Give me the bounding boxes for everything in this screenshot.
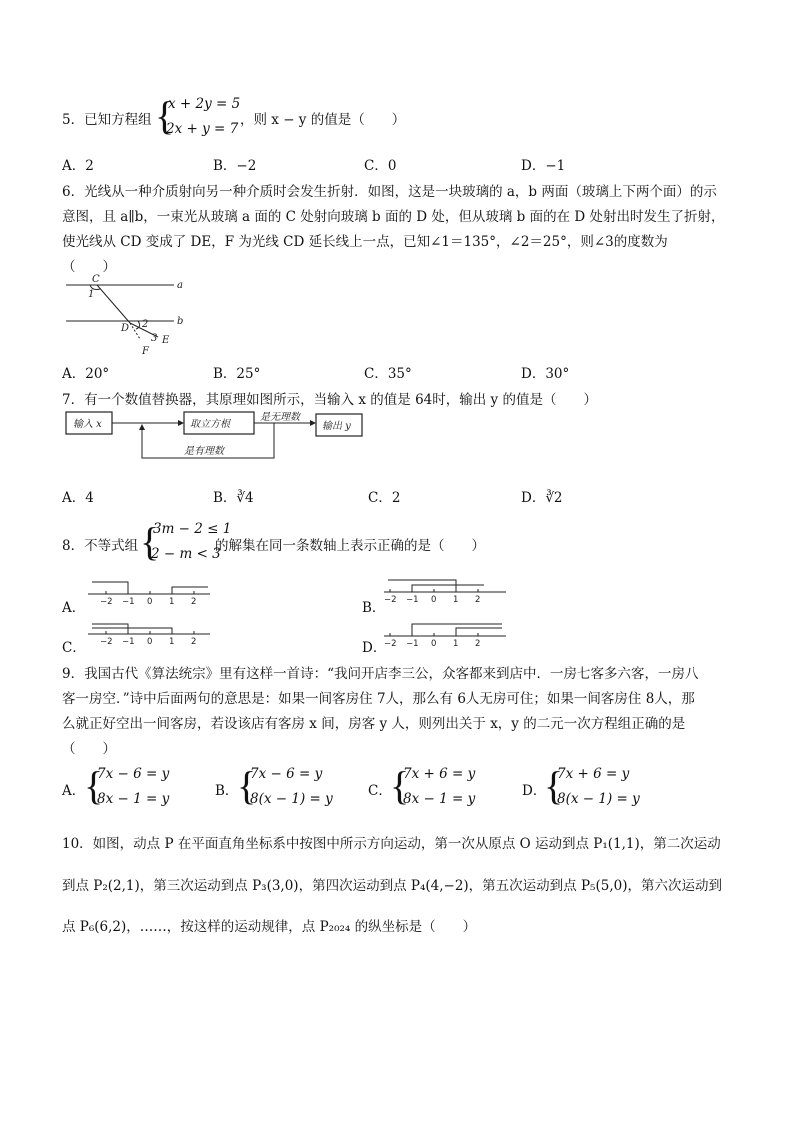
q8-b-tick-label: −2 [384,595,397,605]
q5-option-c: C．0 [364,158,397,174]
q5-option-a: A．2 [62,158,94,174]
q6-label-f: F [142,346,149,357]
q6-label-d: D [121,323,130,334]
q5-brace: { [155,93,175,138]
q6-label-2: 2 [142,319,149,330]
q5-option-d: D．−1 [521,158,566,174]
q8-a-tick-label: 1 [169,597,175,607]
q8-b-bracket-lower [412,585,484,592]
q8-d-tick-label: −2 [384,639,397,649]
q6-label-e: E [162,335,170,346]
q7-rational-label: 是有理数 [184,446,224,457]
q9-option-c-eq2: 8x − 1 = y [403,791,476,807]
q6-ray-cd [97,285,130,323]
q8-c-tick-label: −2 [100,637,113,647]
q9-option-d-eq2: 8(x − 1) = y [557,791,640,807]
q6-option-d: D．30° [521,366,570,382]
q8-a-tick-label: −1 [122,597,135,607]
q6-option-c: C．35° [364,366,412,382]
q9-option-a-eq2: 8x − 1 = y [97,791,170,807]
q8-prefix: 8．不等式组 [62,538,139,554]
q7-irrational-label: 是无理数 [260,412,300,423]
q6-label-a: a [177,280,183,291]
q8-numberline-b [384,576,514,604]
q9-option-b-eq2: 8(x − 1) = y [250,791,333,807]
q9-option-c-eq1: 7x + 6 = y [403,766,476,782]
q7-option-b: B．∛4 [213,490,254,506]
q8-label-b: B． [362,600,386,616]
q9-line3: 么就正好空出一间客房，若设该店有客房 x 间，房客 y 人，则列出关于 x，y 的二元一次方程组正确的是 [62,716,686,732]
q8-suffix: 的解集在同一条数轴上表示正确的是（ ） [215,538,485,554]
q6-refraction-figure [62,273,192,358]
q9-option-d-brace: { [544,763,564,808]
q9-option-c-brace: { [390,763,410,808]
q8-b-tick-label: 0 [431,595,437,605]
q6-option-a: A．20° [62,366,110,382]
q5-suffix: ，则 x − y 的值是（ ） [240,112,406,128]
q8-a-bracket-right [172,587,208,594]
q8-label-d: D． [362,640,387,656]
q7-option-d: D．∛2 [521,490,563,506]
q8-c-bracket-left [92,624,128,634]
q10-line3: 点 P₆(6,2)，……，按这样的运动规律，点 P₂₀₂₄ 的纵坐标是（ ） [62,919,477,935]
q6-line2: 意图，且 a∥b，一束光从玻璃 a 面的 C 处射向玻璃 b 面的 D 处，但从玻璃 b 面的在 D 处射出时发生了折射， [62,209,725,225]
q8-b-tick-label: 2 [475,595,481,605]
q8-d-tick-label: −1 [406,639,419,649]
q8-a-tick-label: 2 [191,597,197,607]
q8-a-tick-label: −2 [100,597,113,607]
q8-d-bracket-lower [456,628,502,636]
q7-input-label: 输入 x [73,419,102,430]
q8-numberline-a [88,578,218,606]
q6-label-b: b [177,316,184,327]
q9-option-d-label: D． [522,783,547,799]
q7-process-label: 取立方根 [190,419,230,430]
q6-line3: 使光线从 CD 变成了 DE，F 为光线 CD 延长线上一点，已知∠1＝135°，∠2＝25°，则∠3的度数为 [62,234,668,250]
q5-option-b: B．−2 [213,158,257,174]
q8-label-a: A． [62,600,86,616]
q7-loop-arrowhead [139,424,145,430]
q5-prefix: 5．已知方程组 [62,112,152,128]
q9-option-d-eq1: 7x + 6 = y [557,766,630,782]
q8-numberline-d [384,618,514,649]
q8-brace: { [140,519,160,564]
q9-option-b-label: B． [215,783,239,799]
q8-eq1: 3m − 2 ≤ 1 [153,521,232,537]
q8-c-tick-label: −1 [122,637,135,647]
q7-output-label: 输出 y [322,421,351,432]
q9-line2: 客一房空．”诗中后面两句的意思是：如果一间客房住 7人，那么有 6人无房可住；如果一间客房住 8人，那 [62,691,695,707]
q8-c-tick-label: 2 [191,637,197,647]
q9-option-b-brace: { [237,763,257,808]
q7-option-a: A．4 [62,490,94,506]
q8-d-tick-label: 0 [431,639,437,649]
q7-flowchart [64,410,374,465]
q8-d-tick-label: 1 [453,639,459,649]
q6-line4: （ ） [62,259,116,275]
q8-d-tick-label: 2 [475,639,481,649]
q8-d-bracket-top [412,624,502,636]
q9-option-a-eq1: 7x − 6 = y [97,766,170,782]
q7-text: 7．有一个数值替换器，其原理如图所示，当输入 x 的值是 64时，输出 y 的值是（ ） [62,392,597,408]
q8-label-c: C． [62,640,86,656]
q6-label-1: 1 [88,289,95,300]
q5-eq1: x + 2y = 5 [168,96,241,112]
q7-option-c: C．2 [368,490,401,506]
q6-option-b: B．25° [213,366,261,382]
q8-a-tick-label: 0 [147,597,153,607]
q8-c-tick-label: 0 [147,637,153,647]
q5-eq2: 2x + y = 7 [166,121,239,137]
q9-line4: （ ） [62,741,116,757]
q8-c-bracket-lower [92,628,172,634]
q8-b-tick-label: 1 [453,595,459,605]
q6-label-3: 3 [151,333,158,344]
q6-label-c: C [92,274,100,285]
q8-b-tick-label: −1 [406,595,419,605]
q7-arrowhead-2 [310,420,316,426]
q10-line2: 到点 P₂(2,1)，第三次运动到点 P₃(3,0)，第四次运动到点 P₄(4,−2)，第五次运动到点 P₅(5,0)，第六次运动到 [62,878,722,894]
q6-line1: 6．光线从一种介质射向另一种介质时会发生折射．如图，这是一块玻璃的 a，b 两面（玻璃上下两个面）的示 [62,184,717,200]
q9-line1: 9．我国古代《算法统宗》里有这样一首诗：“我问开店李三公，众客都来到店中．一房七客多六客，一房八 [62,666,699,682]
q10-line1: 10．如图，动点 P 在平面直角坐标系中按图中所示方向运动，第一次从原点 O 运动到点 P₁(1,1)，第二次运动 [62,836,721,852]
q8-eq2: 2 − m < 3 [151,546,221,562]
q8-b-bracket-top [388,580,456,592]
q8-a-bracket-left [92,582,128,594]
q9-option-a-label: A． [62,783,86,799]
q9-option-b-eq1: 7x − 6 = y [250,766,323,782]
q8-numberline-c [88,618,218,646]
q8-c-tick-label: 1 [169,637,175,647]
q9-option-c-label: C． [368,783,392,799]
q7-arrowhead-1 [178,420,184,426]
q9-option-a-brace: { [84,763,104,808]
